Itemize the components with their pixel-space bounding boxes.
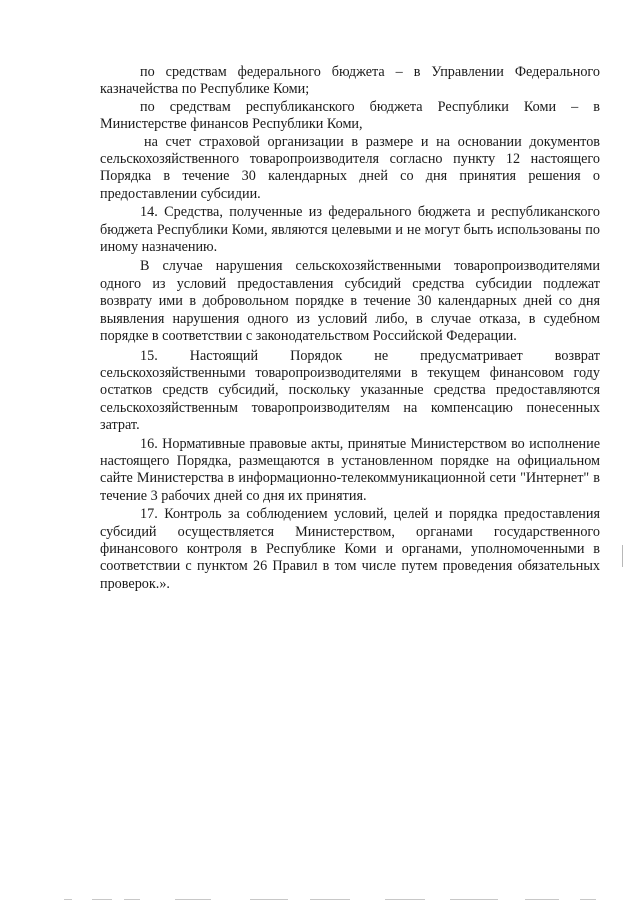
paragraph-insurance-account: на счет страховой организации в размере и на основании документов сельскохозяйственного товаропроизводителя согласно пункту 12 настоящего Порядка в течение 30 календарных дней со дня принятия решения о предоставлении субсидии. (100, 133, 600, 202)
scan-footer-line (450, 899, 498, 900)
scan-footer-line (310, 899, 350, 900)
scan-footer-line (124, 899, 140, 900)
scan-footer-line (92, 899, 112, 900)
scan-footer-line (175, 899, 211, 900)
paragraph-republican-budget: по средствам республиканского бюджета Республики Коми – в Министерстве финансов Республики Коми, (100, 98, 600, 133)
document-body (100, 64, 600, 593)
paragraph-15: 15. Настоящий Порядок не предусматривает возврат сельскохозяйственными товаропроизводителями в текущем финансовом году остатков средств субсидий, поскольку указанные средства предоставляются сельскохозяйственным товаропроизводителям на компенсацию понесенных затрат. (100, 347, 600, 434)
scan-footer-line (525, 899, 559, 900)
scan-margin-mark (622, 545, 623, 567)
paragraph-16: 16. Нормативные правовые акты, принятые Министерством во исполнение настоящего Порядка, размещаются в установленном порядке на официальном сайте Министерства в информационно-телекоммуникационной сети "Интернет" в течение 3 рабочих дней со дня их принятия. (100, 435, 600, 504)
scan-footer-line (250, 899, 288, 900)
paragraph-17: 17. Контроль за соблюдением условий, целей и порядка предоставления субсидий осуществляется Министерством, органами государственного финансового контроля в Республике Коми и органами, уполномоченными в соответствии с пунктом 26 Правил в том числе путем проведения обязательных проверок.». (100, 506, 600, 592)
scan-footer-line (64, 899, 72, 900)
paragraph-14: 14. Средства, полученные из федерального бюджета и республиканского бюджета Республики Коми, являются целевыми и не могут быть использованы по иному назначению. (100, 204, 600, 256)
paragraph-violation: В случае нарушения сельскохозяйственными товаропроизводителями одного из условий предоставления субсидий средства субсидии подлежат возврату ими в добровольном порядке в течение 30 календарных дней со дня выявления нарушения одного из условий либо, в случае отказа, в судебном порядке в соответствии с законодательством Российской Федерации. (100, 258, 600, 345)
paragraph-federal-budget: по средствам федерального бюджета – в Управлении Федерального казначейства по Республике Коми; (100, 64, 600, 98)
scan-footer-line (385, 899, 425, 900)
scan-footer-line (580, 899, 596, 900)
